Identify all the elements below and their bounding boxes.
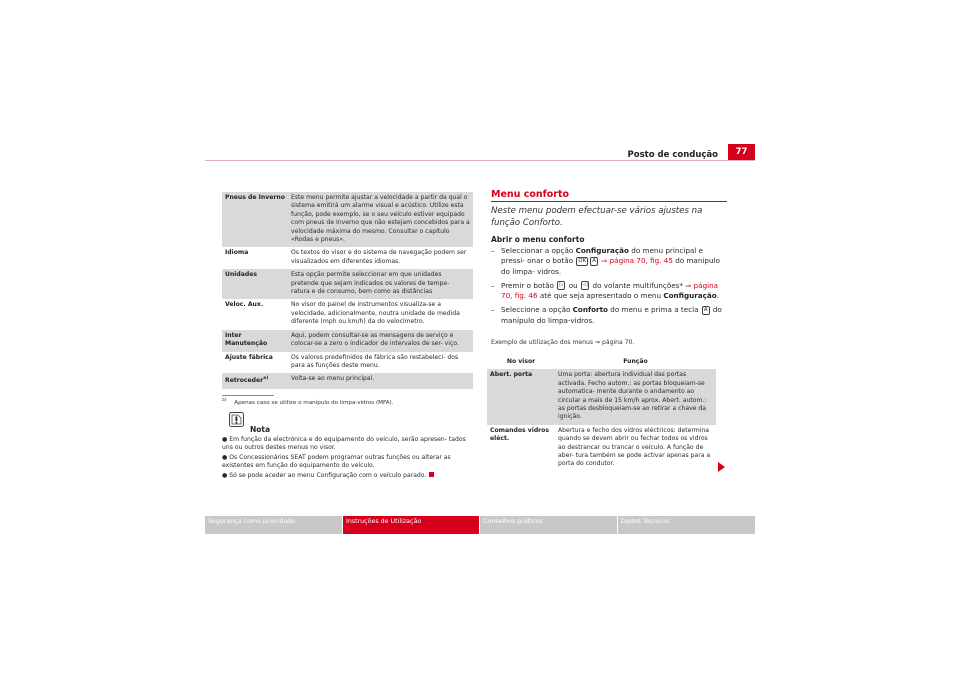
page-number: 77	[728, 144, 755, 161]
step-dash: –	[491, 246, 495, 255]
note-list	[222, 436, 474, 481]
settings-menu-table	[222, 192, 473, 389]
row-term: Unidades	[222, 269, 288, 299]
section-rule	[491, 201, 727, 202]
page-reference-link[interactable]: ⇒ página 70, fig. 46	[501, 280, 719, 301]
table-row	[487, 425, 716, 472]
footer-tab-seguranca[interactable]: Segurança como prioridade	[208, 518, 296, 525]
table-row	[487, 369, 716, 424]
row-description: Esta opção permite seleccionar em que unidades pretende que sejam indicados os valores de tempe- ratura e de consumo, bem como as distâncias	[288, 269, 473, 299]
note-item-text: Só se pode aceder ao menu Configuração com o veículo parado.	[229, 471, 427, 479]
note-title: Nota	[250, 425, 271, 434]
running-header: Posto de condução	[627, 150, 718, 160]
footnote-mark: a)	[222, 398, 227, 403]
footnote-text: Apenas caso se utilize o manípulo do limpa-vidros (MFA).	[234, 399, 394, 406]
footnote	[222, 398, 482, 406]
table-caption: Exemplo de utilização dos menus ⇒ página 70.	[491, 339, 635, 346]
note-item-text: Em função da electrónica e do equipamento do veículo, serão apresen- tados uns ou outros destes menus no visor.	[222, 436, 466, 452]
row-description: Volta-se ao menu principal.	[288, 373, 473, 388]
table-row	[222, 299, 473, 329]
step-dash: –	[491, 280, 495, 290]
row-description: Os textos do visor e do sistema de navegação podem ser visualizados em diferentes idiomas.	[291, 249, 467, 265]
row-description: Este menu permite ajustar a velocidade a partir da qual o sistema emitirá um alarme visual e acústico. Utilize esta função, pode exemplo, se o seu veículo estiver equipado com pneus de Inverno que não estejam concebidos para a velocidade máxima do mesmo. Consultar o capítulo «Rodas e pneus».	[288, 192, 473, 247]
footer-tab-conselhos[interactable]: Conselhos práticos	[483, 518, 543, 525]
row-term: Inter Manutenção	[222, 330, 288, 352]
table-row	[222, 192, 473, 247]
left-key-icon: ◁	[582, 282, 588, 289]
comfort-menu-table	[487, 356, 716, 472]
row-description: Os valores predefinidos de fábrica são restabeleci- dos para as funções deste menu.	[291, 353, 459, 369]
a-key-icon: A	[592, 257, 596, 264]
procedure-title: Abrir o menu conforto	[491, 235, 585, 244]
footnote-rule	[222, 395, 274, 396]
note-item: ● Os Concessionários SEAT podem programar outras funções ou alterar as existentes em função do equipamento do veículo.	[222, 453, 451, 470]
column-header-function: Função	[623, 358, 648, 365]
footer-tab-dados[interactable]: Dados Técnicos	[621, 518, 670, 525]
end-mark-icon	[429, 472, 434, 477]
table-row	[222, 352, 473, 374]
footer-tab-instrucoes[interactable]: Instruções de Utilização	[343, 516, 479, 534]
procedure-steps	[491, 246, 729, 330]
footnote-ref: a)	[263, 376, 269, 382]
row-description: No visor do painel de instrumentos visualiza-se a velocidade, adicionalmente, noutra unidade de medida diferente (mph ou km/h) da do velocímetro.	[291, 301, 460, 326]
page-reference-link[interactable]: ⇒ página 70, fig. 45	[601, 256, 673, 266]
procedure-step: – Seleccionar a opção Configuração do menu principal e pressi- onar o botão OK A ⇒ página 70, fig. 45 do manípulo do limpa- vidros.	[491, 246, 720, 276]
note-item-text: Os Concessionários SEAT podem programar outras funções ou alterar as existentes em função do equipamento do veículo.	[222, 453, 451, 470]
table-row	[222, 247, 473, 269]
table-row	[222, 330, 473, 352]
procedure-step: – Premir o botão ▷ ou ◁ do volante multifunções* ⇒ página 70, fig. 46 até que seja apresentado o menu Configuração.	[491, 280, 719, 301]
table-row	[222, 269, 473, 299]
section-title: Menu conforto	[491, 189, 570, 200]
procedure-step: – Seleccione a opção Conforto do menu e prima a tecla A do manípulo do limpa-vidros.	[491, 305, 722, 325]
ok-key-icon: OK	[578, 257, 587, 264]
row-description: Aqui, podem consultar-se as mensagens de serviço e colocar-se a zero o indicador de intervalos de ser- viço.	[288, 330, 473, 352]
row-term: Veloc. Aux.	[225, 301, 264, 309]
table-row	[222, 373, 473, 388]
note-item: ● Em função da electrónica e do equipamento do veículo, serão apresen- tados uns ou outros destes menus no visor.	[222, 436, 466, 452]
row-term: Comandos vidros eléct.	[490, 426, 549, 443]
row-description: Abertura e fecho dos vidros eléctricos: determina quando se devem abrir ou fechar todos os vidros ao destrancar ou trancar o veículo. A função de aber- tura também se pode activar apenas para a porta do condutor.	[558, 426, 711, 468]
row-description: Uma porta: abertura individual das portas activada. Fecho autom.: as portas bloqueiam-se automatica- mente durante o andamento ao circular a mais de 15 km/h aprox. Abert. autom.: as portas desbloqueiam-se ao retirar a chave da ignição.	[555, 369, 716, 424]
row-term: Abert. porta	[487, 369, 555, 424]
row-term: Ajuste fábrica	[225, 353, 273, 361]
row-term: Pneus de Inverno	[222, 192, 288, 247]
note-item: ● Só se pode aceder ao menu Configuração com o veículo parado.	[222, 472, 474, 480]
column-header-display: No visor	[506, 358, 536, 365]
header-rule	[205, 160, 755, 161]
step-dash: –	[491, 305, 495, 315]
row-term: Retroceder$^{a)}$	[222, 373, 288, 388]
row-term: Idioma	[225, 249, 249, 257]
a-key-icon: A	[703, 306, 708, 313]
section-intro: Neste menu podem efectuar-se vários ajustes na função Conforto.	[491, 206, 703, 228]
right-key-icon: ▷	[559, 282, 564, 289]
continue-arrow-icon	[718, 462, 725, 472]
warning-note-icon	[229, 412, 244, 427]
